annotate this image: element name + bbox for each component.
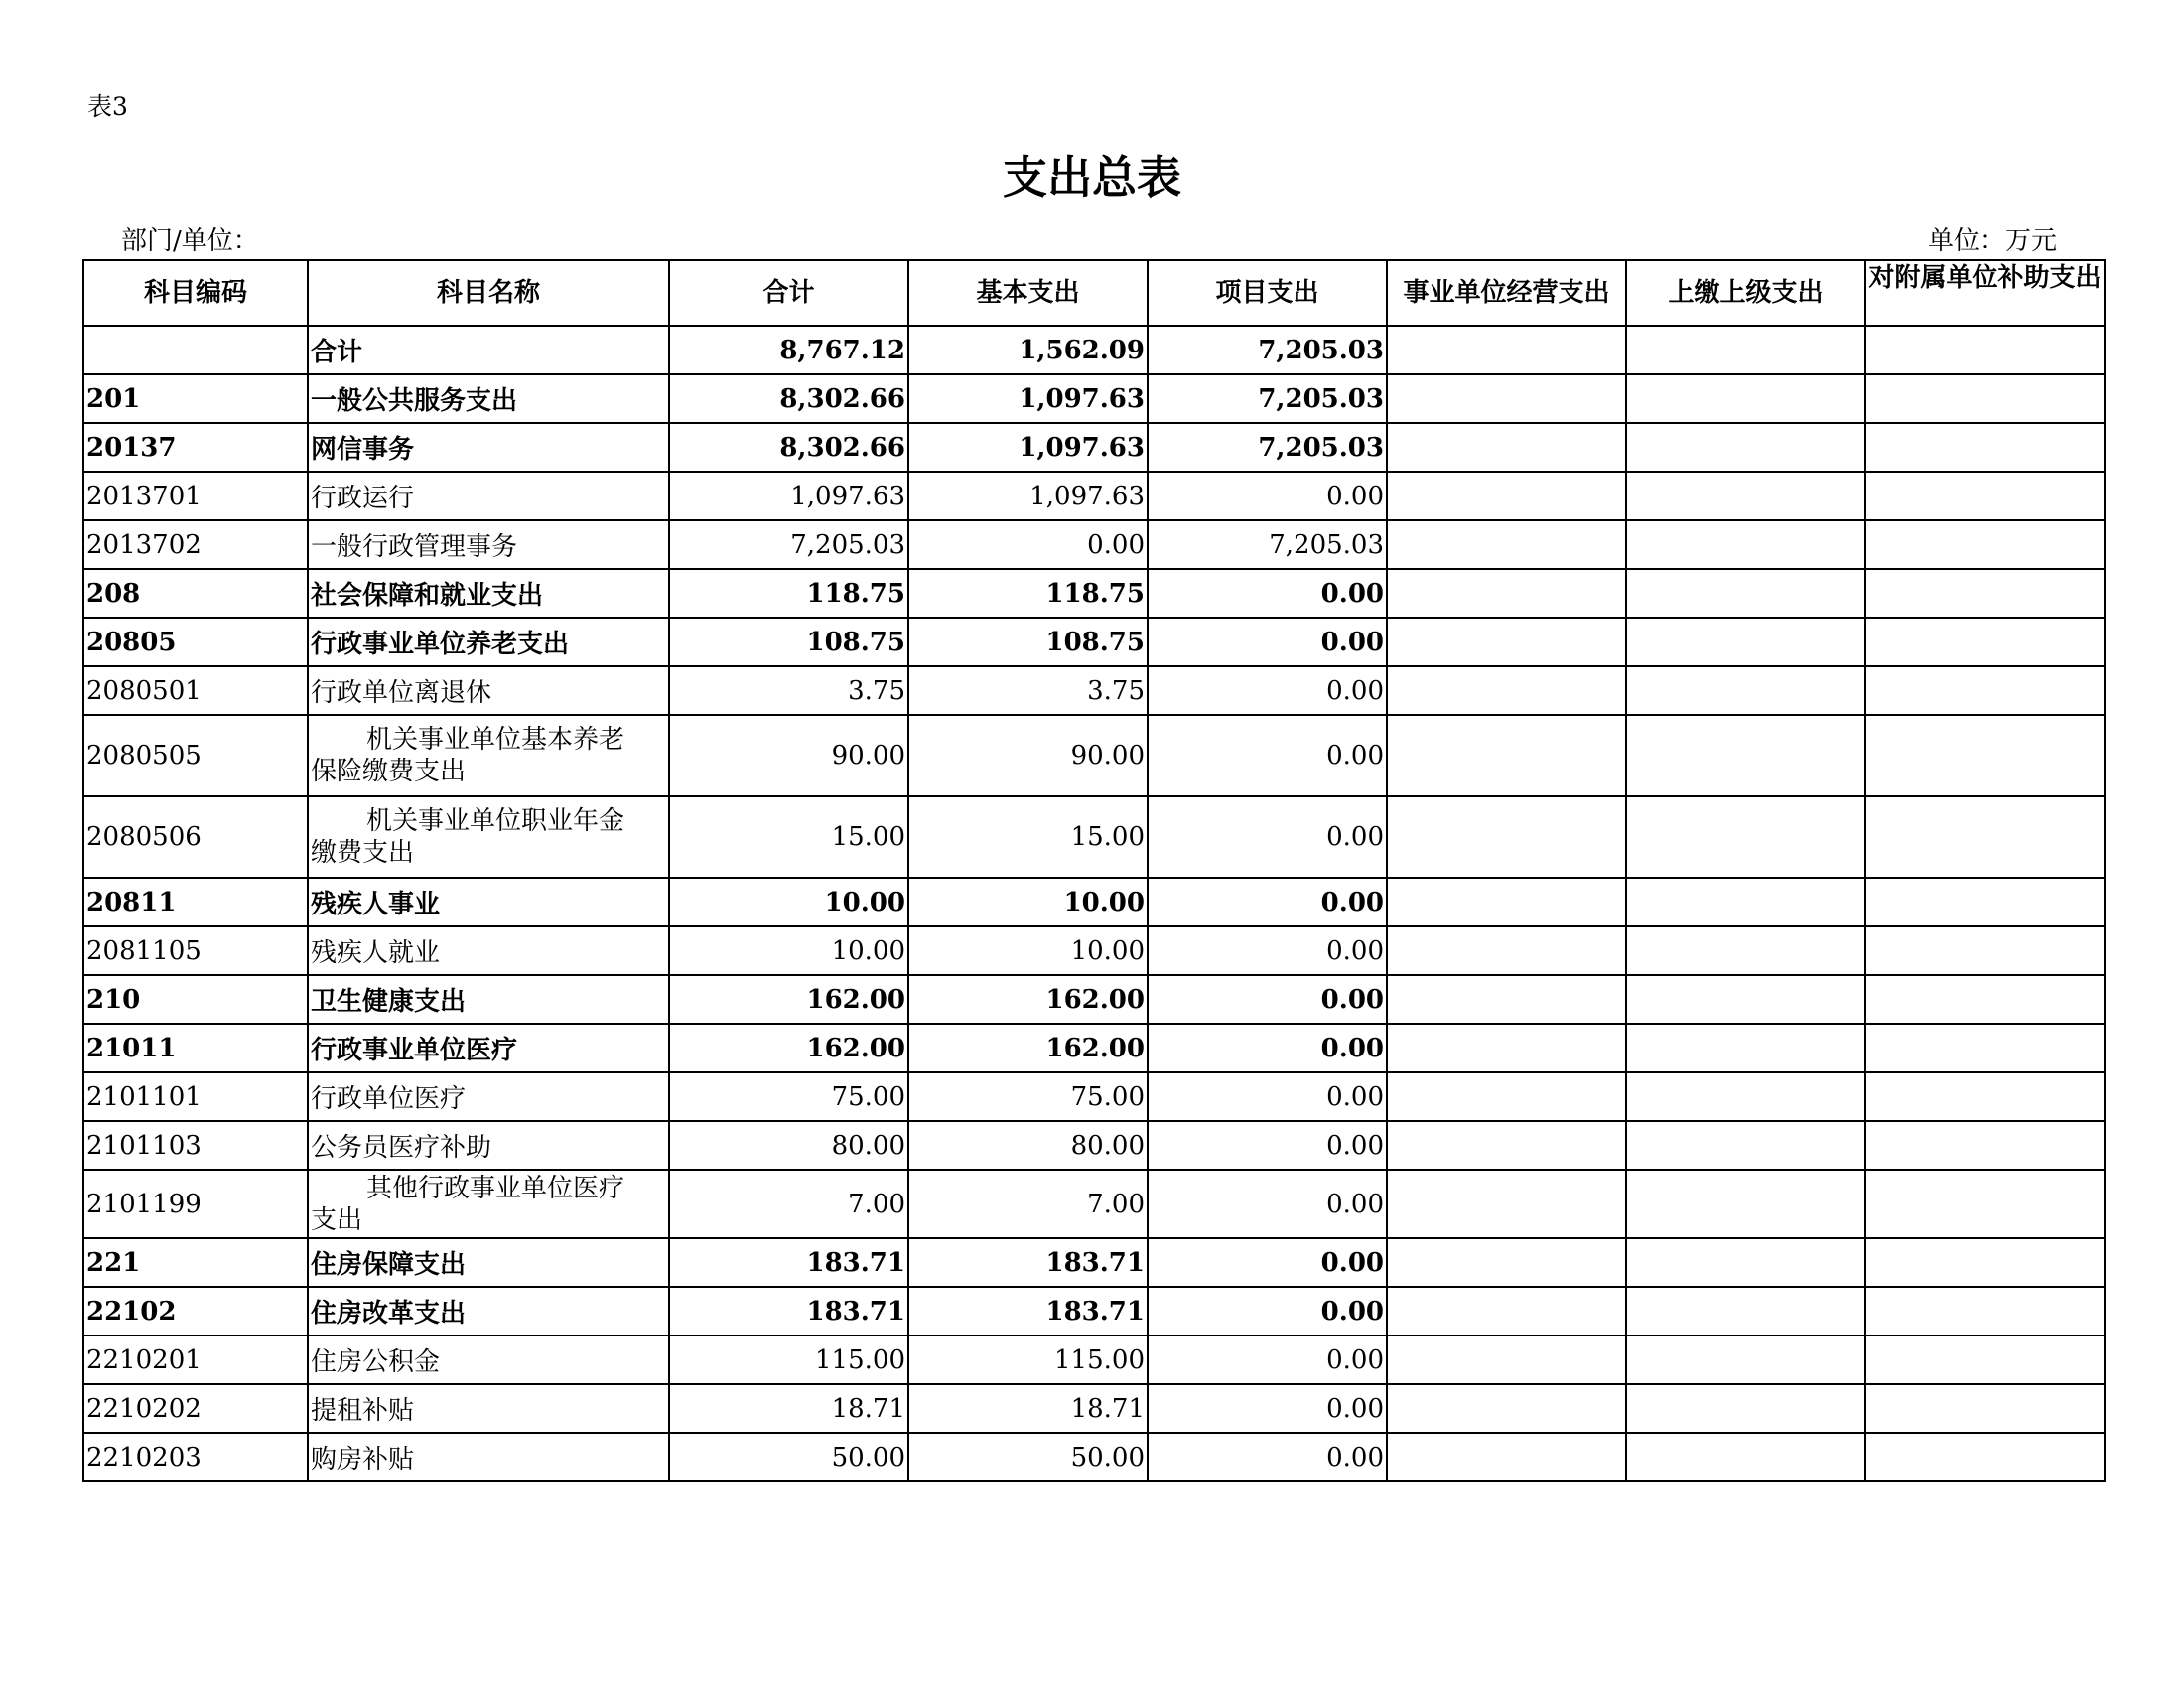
page-title: 支出总表 <box>1002 151 1181 204</box>
table-row <box>83 1170 2105 1238</box>
name-line: 支出 <box>311 1204 363 1235</box>
total-cell: 183.71 <box>669 1238 908 1287</box>
empty-cell <box>1387 569 1626 618</box>
code-cell: 20805 <box>83 618 308 666</box>
table-row <box>83 520 2105 569</box>
basic-cell: 50.00 <box>908 1433 1148 1481</box>
project-cell: 0.00 <box>1148 666 1387 715</box>
basic-cell: 1,097.63 <box>908 472 1148 520</box>
empty-cell <box>1865 569 2105 618</box>
empty-cell <box>1865 975 2105 1024</box>
code-cell <box>83 326 308 374</box>
name-cell: 社会保障和就业支出 <box>308 569 669 618</box>
table-row <box>83 1336 2105 1384</box>
empty-cell <box>1865 1384 2105 1433</box>
total-cell: 7.00 <box>669 1170 908 1238</box>
header-cell: 基本支出 <box>908 260 1148 326</box>
total-cell: 3.75 <box>669 666 908 715</box>
empty-cell <box>1387 1024 1626 1072</box>
basic-cell: 1,562.09 <box>908 326 1148 374</box>
empty-cell <box>1387 618 1626 666</box>
table-row <box>83 1433 2105 1481</box>
header-cell: 项目支出 <box>1148 260 1387 326</box>
basic-cell: 162.00 <box>908 975 1148 1024</box>
name-cell: 卫生健康支出 <box>308 975 669 1024</box>
empty-cell <box>1626 975 1865 1024</box>
basic-cell: 162.00 <box>908 1024 1148 1072</box>
empty-cell <box>1387 472 1626 520</box>
header-cell-text: 对附属单位补助支出 <box>1868 263 2102 293</box>
code-cell: 2080501 <box>83 666 308 715</box>
project-cell: 0.00 <box>1148 569 1387 618</box>
code-cell: 2013701 <box>83 472 308 520</box>
empty-cell <box>1387 1121 1626 1170</box>
basic-cell: 7.00 <box>908 1170 1148 1238</box>
total-cell: 8,302.66 <box>669 374 908 423</box>
code-cell: 20137 <box>83 423 308 472</box>
empty-cell <box>1626 715 1865 796</box>
empty-cell <box>1865 878 2105 926</box>
empty-cell <box>1626 520 1865 569</box>
total-cell: 1,097.63 <box>669 472 908 520</box>
code-cell: 2101101 <box>83 1072 308 1121</box>
empty-cell <box>1626 1121 1865 1170</box>
project-cell: 0.00 <box>1148 1238 1387 1287</box>
basic-cell: 3.75 <box>908 666 1148 715</box>
table-row <box>83 472 2105 520</box>
name-cell: 行政事业单位医疗 <box>308 1024 669 1072</box>
empty-cell <box>1626 796 1865 878</box>
code-cell: 2080506 <box>83 796 308 878</box>
name-line: 保险缴费支出 <box>311 757 467 786</box>
table-number: 表3 <box>87 92 128 121</box>
table-row <box>83 1287 2105 1336</box>
project-cell: 0.00 <box>1148 1384 1387 1433</box>
expenditure-table <box>82 259 2106 1482</box>
name-cell: 提租补贴 <box>308 1384 669 1433</box>
empty-cell <box>1865 520 2105 569</box>
name-cell: 公务员医疗补助 <box>308 1121 669 1170</box>
header-row <box>83 260 2105 326</box>
project-cell: 7,205.03 <box>1148 423 1387 472</box>
name-cell: 行政单位离退休 <box>308 666 669 715</box>
total-cell: 15.00 <box>669 796 908 878</box>
header-cell: 科目名称 <box>308 260 669 326</box>
project-cell: 0.00 <box>1148 926 1387 975</box>
table-row <box>83 666 2105 715</box>
table-row <box>83 926 2105 975</box>
empty-cell <box>1387 1170 1626 1238</box>
name-line: 缴费支出 <box>311 838 415 868</box>
name-cell: 购房补贴 <box>308 1433 669 1481</box>
total-cell: 115.00 <box>669 1336 908 1384</box>
basic-cell: 18.71 <box>908 1384 1148 1433</box>
empty-cell <box>1626 618 1865 666</box>
code-cell: 2080505 <box>83 715 308 796</box>
code-cell: 20811 <box>83 878 308 926</box>
empty-cell <box>1865 374 2105 423</box>
basic-cell: 118.75 <box>908 569 1148 618</box>
empty-cell <box>1626 1433 1865 1481</box>
code-cell: 221 <box>83 1238 308 1287</box>
empty-cell <box>1865 472 2105 520</box>
table-row <box>83 1384 2105 1433</box>
name-cell: 一般公共服务支出 <box>308 374 669 423</box>
name-cell <box>308 1170 669 1238</box>
empty-cell <box>1387 1238 1626 1287</box>
code-cell: 208 <box>83 569 308 618</box>
project-cell: 0.00 <box>1148 1433 1387 1481</box>
empty-cell <box>1387 926 1626 975</box>
table-row <box>83 1024 2105 1072</box>
empty-cell <box>1387 1287 1626 1336</box>
empty-cell <box>1865 796 2105 878</box>
empty-cell <box>1865 1072 2105 1121</box>
code-cell: 2101103 <box>83 1121 308 1170</box>
table-row <box>83 618 2105 666</box>
total-cell: 162.00 <box>669 1024 908 1072</box>
header-cell: 科目编码 <box>83 260 308 326</box>
empty-cell <box>1865 618 2105 666</box>
empty-cell <box>1865 1336 2105 1384</box>
basic-cell: 1,097.63 <box>908 423 1148 472</box>
basic-cell: 183.71 <box>908 1238 1148 1287</box>
total-cell: 162.00 <box>669 975 908 1024</box>
code-cell: 2210203 <box>83 1433 308 1481</box>
total-cell: 75.00 <box>669 1072 908 1121</box>
project-cell: 0.00 <box>1148 1170 1387 1238</box>
project-cell: 0.00 <box>1148 878 1387 926</box>
total-cell: 7,205.03 <box>669 520 908 569</box>
table-row <box>83 1238 2105 1287</box>
name-cell: 网信事务 <box>308 423 669 472</box>
empty-cell <box>1387 1384 1626 1433</box>
empty-cell <box>1626 1024 1865 1072</box>
basic-cell: 10.00 <box>908 878 1148 926</box>
table-row <box>83 796 2105 878</box>
basic-cell: 90.00 <box>908 715 1148 796</box>
name-cell: 行政单位医疗 <box>308 1072 669 1121</box>
name-cell: 住房保障支出 <box>308 1238 669 1287</box>
table-row <box>83 715 2105 796</box>
project-cell: 0.00 <box>1148 1287 1387 1336</box>
table-row <box>83 423 2105 472</box>
empty-cell <box>1626 1170 1865 1238</box>
empty-cell <box>1626 1238 1865 1287</box>
empty-cell <box>1387 1072 1626 1121</box>
name-cell: 残疾人就业 <box>308 926 669 975</box>
empty-cell <box>1626 374 1865 423</box>
table-row <box>83 326 2105 374</box>
empty-cell <box>1387 1433 1626 1481</box>
total-cell: 8,767.12 <box>669 326 908 374</box>
empty-cell <box>1387 1336 1626 1384</box>
name-cell <box>308 796 669 878</box>
empty-cell <box>1387 878 1626 926</box>
total-cell: 8,302.66 <box>669 423 908 472</box>
code-cell: 2210201 <box>83 1336 308 1384</box>
empty-cell <box>1387 520 1626 569</box>
empty-cell <box>1865 715 2105 796</box>
project-cell: 0.00 <box>1148 618 1387 666</box>
header-cell: 事业单位经营支出 <box>1387 260 1626 326</box>
basic-cell: 108.75 <box>908 618 1148 666</box>
project-cell: 0.00 <box>1148 715 1387 796</box>
empty-cell <box>1626 1287 1865 1336</box>
name-line: 其他行政事业单位医疗 <box>366 1173 625 1203</box>
empty-cell <box>1626 1336 1865 1384</box>
name-cell: 住房改革支出 <box>308 1287 669 1336</box>
project-cell: 7,205.03 <box>1148 520 1387 569</box>
code-cell: 2210202 <box>83 1384 308 1433</box>
total-cell: 80.00 <box>669 1121 908 1170</box>
total-cell: 18.71 <box>669 1384 908 1433</box>
code-cell: 21011 <box>83 1024 308 1072</box>
name-cell: 行政事业单位养老支出 <box>308 618 669 666</box>
header-cell: 上缴上级支出 <box>1626 260 1865 326</box>
basic-cell: 75.00 <box>908 1072 1148 1121</box>
empty-cell <box>1865 326 2105 374</box>
department-label: 部门/单位： <box>121 226 259 256</box>
table-row <box>83 975 2105 1024</box>
basic-cell: 1,097.63 <box>908 374 1148 423</box>
empty-cell <box>1865 1121 2105 1170</box>
name-cell <box>308 715 669 796</box>
empty-cell <box>1626 1384 1865 1433</box>
name-cell: 残疾人事业 <box>308 878 669 926</box>
basic-cell: 10.00 <box>908 926 1148 975</box>
basic-cell: 183.71 <box>908 1287 1148 1336</box>
project-cell: 0.00 <box>1148 472 1387 520</box>
empty-cell <box>1865 666 2105 715</box>
total-cell: 183.71 <box>669 1287 908 1336</box>
empty-cell <box>1865 1433 2105 1481</box>
empty-cell <box>1865 1287 2105 1336</box>
total-cell: 90.00 <box>669 715 908 796</box>
basic-cell: 15.00 <box>908 796 1148 878</box>
empty-cell <box>1626 1072 1865 1121</box>
total-cell: 50.00 <box>669 1433 908 1481</box>
table-row <box>83 1121 2105 1170</box>
empty-cell <box>1387 423 1626 472</box>
basic-cell: 115.00 <box>908 1336 1148 1384</box>
header-cell <box>1865 260 2105 326</box>
empty-cell <box>1387 715 1626 796</box>
total-cell: 10.00 <box>669 878 908 926</box>
project-cell: 0.00 <box>1148 1024 1387 1072</box>
table-row <box>83 569 2105 618</box>
code-cell: 2101199 <box>83 1170 308 1238</box>
name-cell: 行政运行 <box>308 472 669 520</box>
empty-cell <box>1626 569 1865 618</box>
table-row <box>83 878 2105 926</box>
empty-cell <box>1626 666 1865 715</box>
empty-cell <box>1865 1170 2105 1238</box>
code-cell: 2013702 <box>83 520 308 569</box>
empty-cell <box>1387 666 1626 715</box>
empty-cell <box>1387 975 1626 1024</box>
total-cell: 118.75 <box>669 569 908 618</box>
table-row <box>83 1072 2105 1121</box>
code-cell: 22102 <box>83 1287 308 1336</box>
unit-label: 单位：万元 <box>1927 226 2057 256</box>
empty-cell <box>1865 423 2105 472</box>
project-cell: 0.00 <box>1148 1072 1387 1121</box>
header-cell: 合计 <box>669 260 908 326</box>
project-cell: 0.00 <box>1148 1336 1387 1384</box>
code-cell: 2081105 <box>83 926 308 975</box>
code-cell: 210 <box>83 975 308 1024</box>
empty-cell <box>1626 926 1865 975</box>
empty-cell <box>1387 374 1626 423</box>
empty-cell <box>1387 796 1626 878</box>
basic-cell: 80.00 <box>908 1121 1148 1170</box>
empty-cell <box>1865 1024 2105 1072</box>
name-cell: 一般行政管理事务 <box>308 520 669 569</box>
empty-cell <box>1626 326 1865 374</box>
name-line: 机关事业单位职业年金 <box>366 806 625 836</box>
project-cell: 0.00 <box>1148 796 1387 878</box>
total-cell: 10.00 <box>669 926 908 975</box>
empty-cell <box>1626 878 1865 926</box>
project-cell: 7,205.03 <box>1148 326 1387 374</box>
code-cell: 201 <box>83 374 308 423</box>
name-line: 机关事业单位基本养老 <box>366 725 625 755</box>
table-row <box>83 374 2105 423</box>
project-cell: 7,205.03 <box>1148 374 1387 423</box>
basic-cell: 0.00 <box>908 520 1148 569</box>
project-cell: 0.00 <box>1148 975 1387 1024</box>
empty-cell <box>1387 326 1626 374</box>
empty-cell <box>1865 926 2105 975</box>
empty-cell <box>1626 472 1865 520</box>
name-cell: 合计 <box>308 326 669 374</box>
empty-cell <box>1626 423 1865 472</box>
empty-cell <box>1865 1238 2105 1287</box>
project-cell: 0.00 <box>1148 1121 1387 1170</box>
total-cell: 108.75 <box>669 618 908 666</box>
name-cell: 住房公积金 <box>308 1336 669 1384</box>
